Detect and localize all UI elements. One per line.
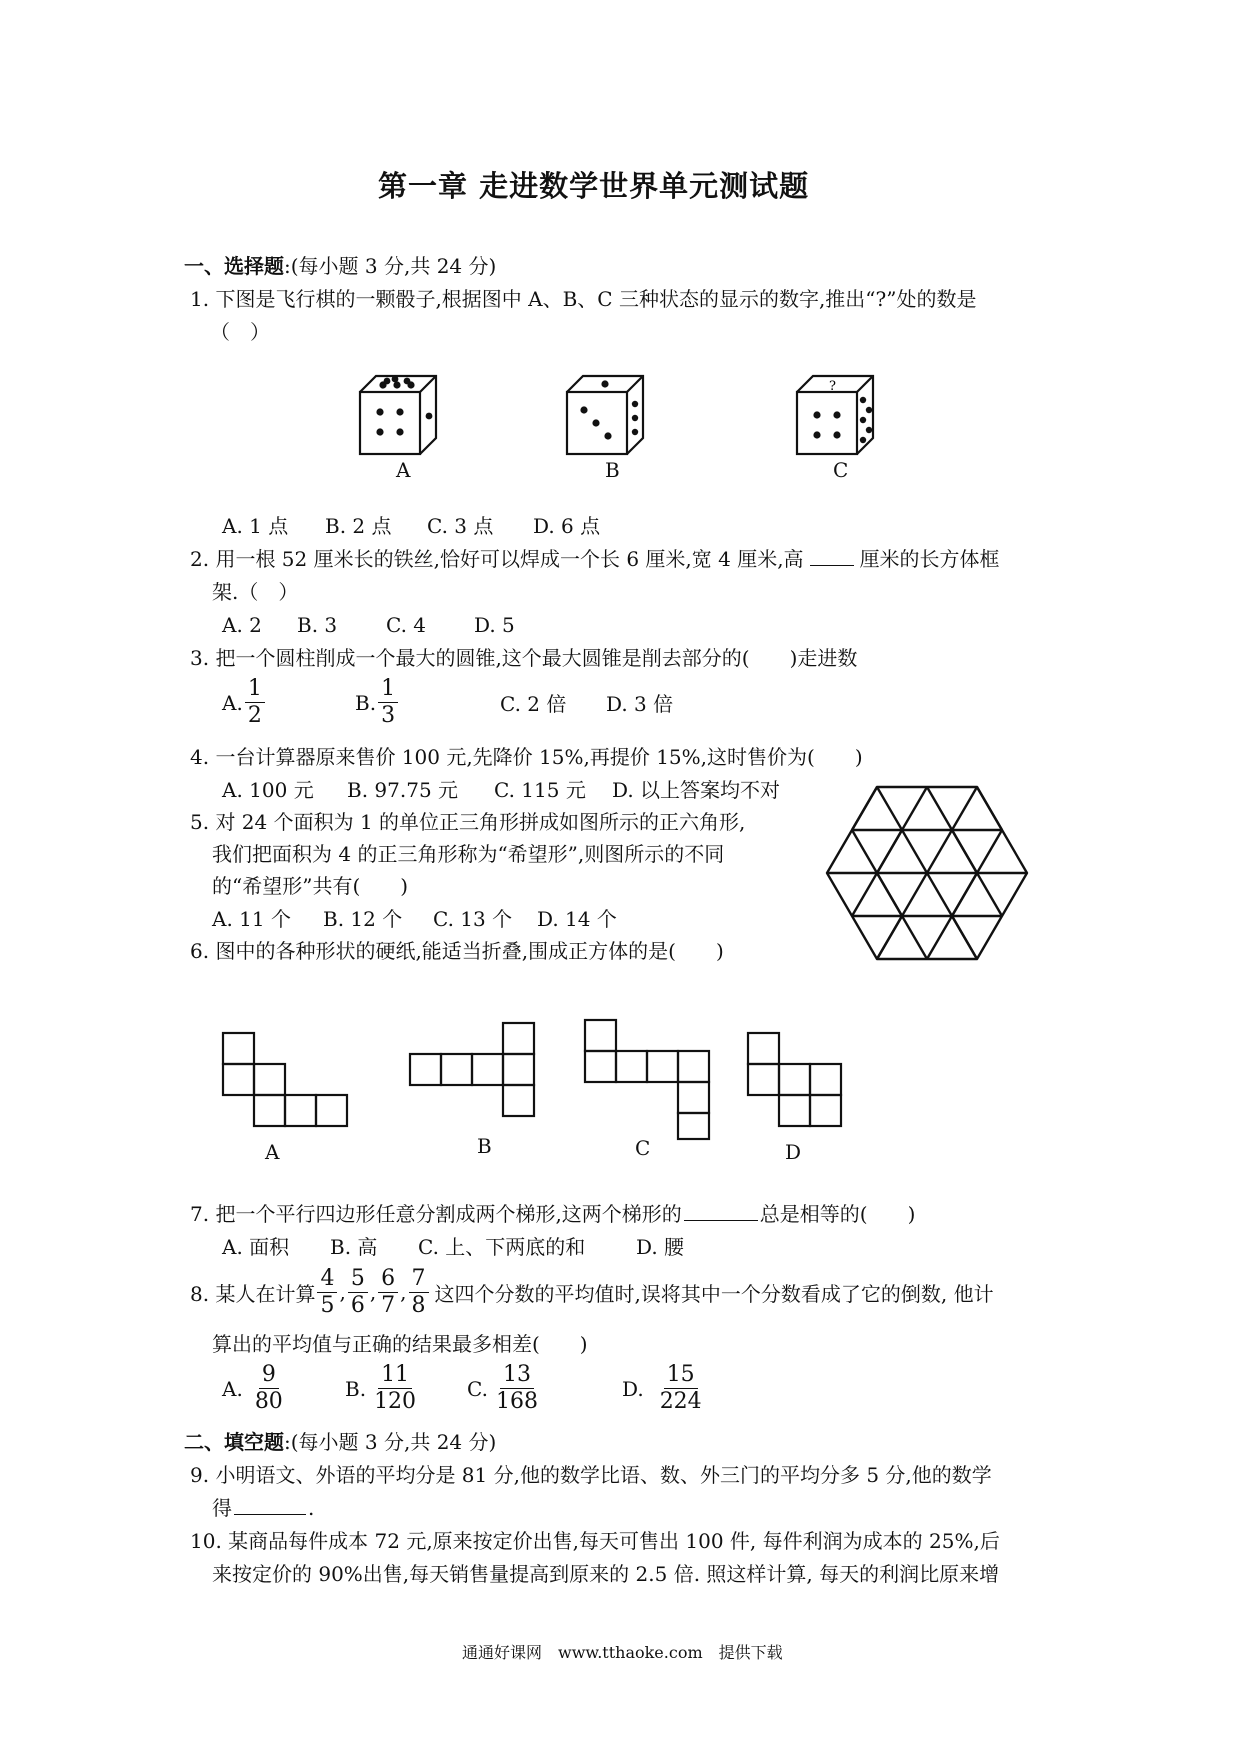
q3-option-a-fraction	[245, 678, 265, 727]
q8-line2: 算出的平均值与正确的结果最多相差( )	[212, 1332, 588, 1356]
fraction-denominator: 2	[247, 703, 262, 728]
page-title: 第一章 走进数学世界单元测试题	[378, 169, 810, 203]
fraction-denominator: 5	[320, 1292, 335, 1318]
q9-line2	[212, 1494, 314, 1522]
fraction-numerator: 15	[664, 1364, 698, 1389]
section1-label: 一、选择题	[184, 254, 284, 278]
section1-heading	[184, 252, 496, 280]
q5-option-a: A. 11 个	[212, 907, 291, 931]
q3-option-b-label: B.	[355, 690, 377, 715]
fraction-numerator: 11	[378, 1364, 412, 1389]
q7-blank	[684, 1200, 758, 1221]
fraction-numerator: 1	[245, 678, 265, 703]
q8-fraction-3	[378, 1265, 398, 1318]
q8-fraction-2	[348, 1265, 368, 1318]
fraction-denominator: 168	[495, 1389, 538, 1414]
q1-line1: 1. 下图是飞行棋的一颗骰子,根据图中 A、B、C 三种状态的显示的数字,推出“?”处的数是	[190, 287, 977, 311]
q7-option-d: D. 腰	[636, 1235, 685, 1259]
q8-option-d-label: D.	[622, 1376, 644, 1401]
q8-option-a-label: A.	[222, 1376, 243, 1401]
q8-suffix: 这四个分数的平均值时,误将其中一个分数看成了它的倒数, 他计	[434, 1281, 994, 1306]
q5-line2: 我们把面积为 4 的正三角形称为“希望形”,则图所示的不同	[212, 842, 725, 866]
die-a	[355, 370, 445, 460]
fraction-numerator: 1	[378, 678, 398, 703]
net-a-label: A	[265, 1140, 280, 1164]
q4-option-d: D. 以上答案均不对	[612, 778, 781, 802]
q8-option-b-fraction	[374, 1364, 416, 1413]
q9-line2-start: 得	[212, 1496, 232, 1520]
fraction-denominator: 8	[411, 1292, 426, 1318]
section1-note: :(每小题 3 分,共 24 分)	[284, 254, 497, 278]
q8-option-b-label: B.	[345, 1376, 367, 1401]
q8-option-b	[345, 1364, 418, 1413]
net-c-label: C	[635, 1136, 651, 1160]
cube-net-d	[745, 1030, 855, 1140]
q8-fraction-4	[409, 1265, 429, 1318]
die-c	[792, 370, 882, 460]
q7-line1	[190, 1200, 915, 1228]
q4-option-c: C. 115 元	[494, 778, 586, 802]
die-a-label: A	[396, 458, 411, 482]
q3-option-c: C. 2 倍	[500, 692, 567, 716]
q5-option-b: B. 12 个	[323, 907, 403, 931]
q8-prefix: 8. 某人在计算	[190, 1281, 316, 1306]
q7-option-b: B. 高	[330, 1235, 378, 1259]
q2-option-c: C. 4	[386, 613, 427, 637]
q8-option-a-fraction	[255, 1364, 283, 1413]
die-b	[562, 370, 652, 460]
section2-label: 二、填空题	[184, 1430, 284, 1454]
cube-net-c	[582, 1017, 717, 1142]
q4-option-a: A. 100 元	[222, 778, 314, 802]
comma: ,	[369, 1280, 377, 1304]
fraction-denominator: 224	[659, 1389, 702, 1414]
q10-line1: 10. 某商品每件成本 72 元,原来按定价出售,每天可售出 100 件, 每件利润为成本的 25%,后	[190, 1529, 1000, 1553]
comma: ,	[339, 1280, 346, 1304]
q8-option-a	[222, 1364, 285, 1413]
die-c-label: C	[833, 458, 849, 482]
fraction-denominator: 80	[254, 1389, 283, 1414]
q5-line1: 5. 对 24 个面积为 1 的单位正三角形拼成如图所示的正六角形,	[190, 810, 746, 834]
q2-option-d: D. 5	[474, 613, 515, 637]
q1-option-d: D. 6 点	[533, 514, 601, 538]
q5-line3: 的“希望形”共有( )	[212, 874, 409, 898]
q8-option-c-fraction	[496, 1364, 538, 1413]
section2-heading	[184, 1428, 496, 1456]
hexagon-triangle-grid	[822, 780, 1042, 970]
section2-note: :(每小题 3 分,共 24 分)	[284, 1430, 497, 1454]
q10-line2: 来按定价的 90%出售,每天销售量提高到原来的 2.5 倍. 照这样计算, 每天的利润比原来增	[212, 1562, 1000, 1586]
q8-option-d	[622, 1364, 704, 1413]
q8-option-d-fraction	[660, 1364, 702, 1413]
fraction-numerator: 6	[378, 1268, 398, 1293]
q2-blank	[810, 545, 854, 566]
net-b-label: B	[477, 1134, 492, 1158]
fraction-denominator: 3	[381, 703, 396, 728]
fraction-numerator: 13	[500, 1364, 534, 1389]
cube-net-a	[220, 1030, 350, 1140]
comma: ,	[400, 1280, 407, 1304]
q2-option-b: B. 3	[297, 613, 338, 637]
q2-option-a: A. 2	[222, 613, 262, 637]
q8-line1	[190, 1262, 994, 1322]
q9-line2-end: .	[308, 1496, 315, 1520]
q3-line1: 3. 把一个圆柱削成一个最大的圆锥,这个最大圆锥是削去部分的( )走进数	[190, 646, 858, 670]
q4-line1: 4. 一台计算器原来售价 100 元,先降价 15%,再提价 15%,这时售价为( )	[190, 745, 863, 769]
q5-option-d: D. 14 个	[537, 907, 617, 931]
die-b-label: B	[605, 458, 620, 482]
fraction-numerator: 5	[348, 1268, 368, 1293]
q1-option-a: A. 1 点	[222, 514, 289, 538]
q1-answer-paren: （ ）	[210, 320, 270, 344]
q7-option-a: A. 面积	[222, 1235, 290, 1259]
q7-option-c: C. 上、下两底的和	[418, 1235, 586, 1259]
q7-line1-end: 总是相等的( )	[759, 1202, 916, 1226]
q8-option-c	[467, 1364, 540, 1413]
q9-line1: 9. 小明语文、外语的平均分是 81 分,他的数学比语、数、外三门的平均分多 5 分,他的数学	[190, 1463, 992, 1487]
q2-line2: 架.（ ）	[212, 580, 299, 604]
q1-option-b: B. 2 点	[325, 514, 392, 538]
die-c-question-mark: ?	[829, 379, 836, 394]
net-d-label: D	[785, 1140, 802, 1164]
fraction-denominator: 6	[350, 1292, 365, 1318]
q2-line1-end: 厘米的长方体框	[859, 547, 1000, 571]
fraction-numerator: 9	[259, 1364, 279, 1389]
q8-fraction-1	[317, 1265, 337, 1318]
q7-line1-start: 7. 把一个平行四边形任意分割成两个梯形,这两个梯形的	[190, 1202, 682, 1226]
q3-option-b	[355, 678, 400, 727]
cube-net-b	[400, 1020, 540, 1130]
fraction-denominator: 120	[374, 1389, 417, 1414]
q3-option-a	[222, 678, 267, 727]
q4-option-b: B. 97.75 元	[347, 778, 459, 802]
q1-option-c: C. 3 点	[427, 514, 494, 538]
q5-option-c: C. 13 个	[433, 907, 513, 931]
fraction-numerator: 4	[317, 1268, 337, 1293]
q8-option-c-label: C.	[467, 1376, 488, 1401]
fraction-numerator: 7	[409, 1268, 429, 1293]
page-footer: 通通好课网 www.tthaoke.com 提供下载	[462, 1643, 783, 1662]
q3-option-d: D. 3 倍	[606, 692, 674, 716]
fraction-denominator: 7	[381, 1292, 396, 1318]
q3-option-b-fraction	[378, 678, 398, 727]
q2-line1	[190, 545, 1000, 573]
q6-line1: 6. 图中的各种形状的硬纸,能适当折叠,围成正方体的是( )	[190, 939, 724, 963]
q3-option-a-label: A.	[222, 690, 243, 715]
q9-blank	[234, 1494, 306, 1515]
q2-line1-start: 2. 用一根 52 厘米长的铁丝,恰好可以焊成一个长 6 厘米,宽 4 厘米,高	[190, 547, 804, 571]
